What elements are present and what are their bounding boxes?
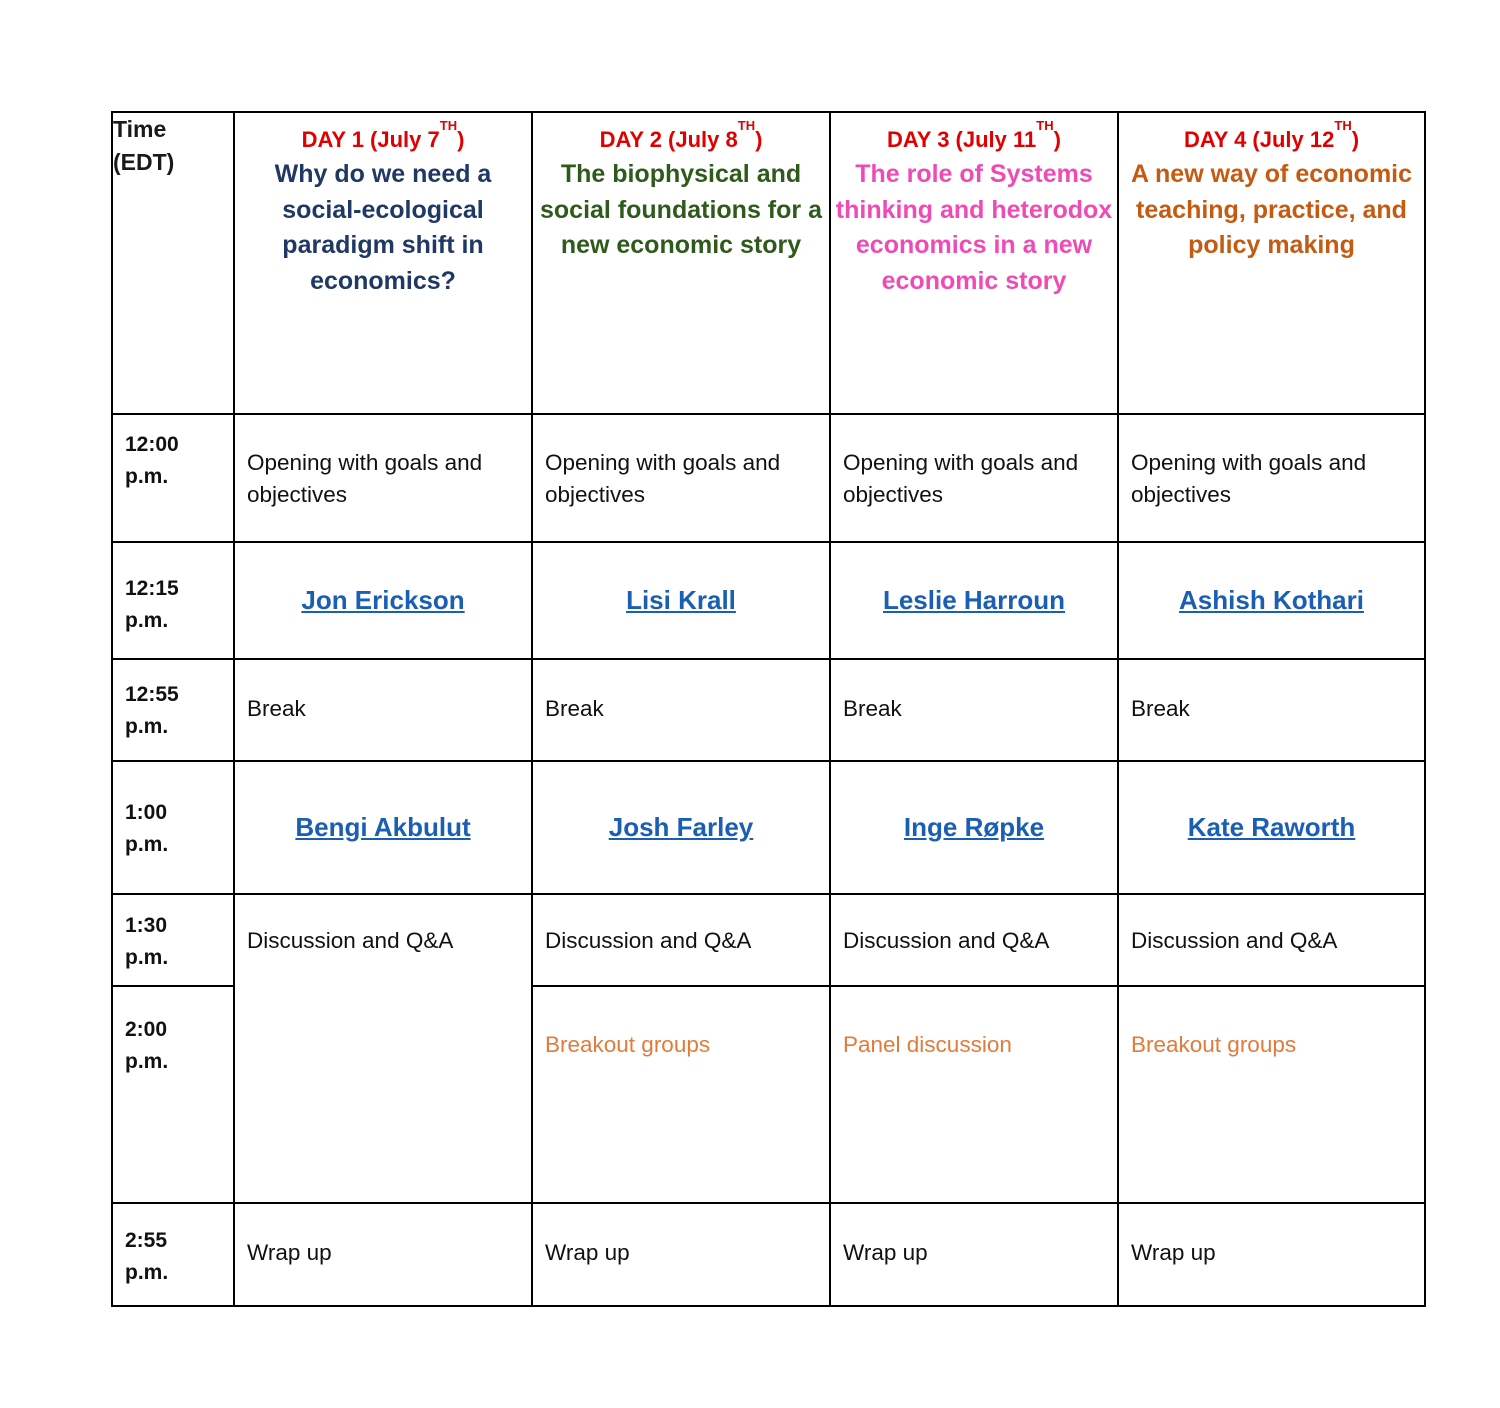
wrap-day-2: Wrap up <box>532 1203 830 1306</box>
day-1-topic: Why do we need a social-ecological paradigm shift in economics? <box>274 160 492 295</box>
time-100: 1:00 p.m. <box>112 761 234 894</box>
day-3-header <box>830 112 1118 414</box>
time-255: 2:55 p.m. <box>112 1203 234 1306</box>
row-255 <box>112 1203 1425 1306</box>
row-1200 <box>112 414 1425 542</box>
break-day-1: Break <box>234 659 532 761</box>
day-3-label: DAY 3 (July 11TH) <box>887 118 1061 152</box>
speaker-link-lisi-krall[interactable]: Lisi Krall <box>626 585 736 615</box>
day-3-topic: The role of Systems thinking and heterodox economics in a new economic story <box>835 160 1113 295</box>
speaker-link-kate-raworth[interactable]: Kate Raworth <box>1187 812 1356 842</box>
wrap-day-1: Wrap up <box>234 1203 532 1306</box>
time-1200: 12:00 p.m. <box>112 414 234 542</box>
opening-day-2: Opening with goals and objectives <box>532 414 830 542</box>
time-header-line2: (EDT) <box>113 149 175 175</box>
speaker-link-bengi-akbulut[interactable]: Bengi Akbulut <box>295 812 471 842</box>
session-200-day-2: Breakout groups <box>532 986 830 1203</box>
row-100 <box>112 761 1425 894</box>
speaker-link-ashish-kothari[interactable]: Ashish Kothari <box>1179 585 1364 615</box>
day-2-header <box>532 112 830 414</box>
speaker-link-leslie-harroun[interactable]: Leslie Harroun <box>882 585 1066 615</box>
time-1255: 12:55 p.m. <box>112 659 234 761</box>
wrap-day-3: Wrap up <box>830 1203 1118 1306</box>
row-1215 <box>112 542 1425 659</box>
time-130: 1:30 p.m. <box>112 894 234 986</box>
session-200-day-4: Breakout groups <box>1118 986 1425 1203</box>
speaker-link-josh-farley[interactable]: Josh Farley <box>608 812 754 842</box>
speaker-link-inge-ropke[interactable]: Inge Røpke <box>903 812 1045 842</box>
break-day-2: Break <box>532 659 830 761</box>
discussion-day-3: Discussion and Q&A <box>830 894 1118 986</box>
discussion-day-1: Discussion and Q&A <box>234 894 532 1203</box>
day-2-topic: The biophysical and social foundations for a new economic story <box>540 160 822 259</box>
day-4-label: DAY 4 (July 12TH) <box>1183 118 1360 152</box>
header-row <box>112 112 1425 414</box>
break-day-4: Break <box>1118 659 1425 761</box>
discussion-day-4: Discussion and Q&A <box>1118 894 1425 986</box>
discussion-day-2: Discussion and Q&A <box>532 894 830 986</box>
break-day-3: Break <box>830 659 1118 761</box>
day-2-label: DAY 2 (July 8TH) <box>599 118 763 152</box>
day-1-label: DAY 1 (July 7TH) <box>301 118 465 152</box>
time-column-header <box>112 112 234 414</box>
day-4-header <box>1118 112 1425 414</box>
time-200: 2:00 p.m. <box>112 986 234 1203</box>
session-200-day-3: Panel discussion <box>830 986 1118 1203</box>
opening-day-3: Opening with goals and objectives <box>830 414 1118 542</box>
time-1215: 12:15 p.m. <box>112 542 234 659</box>
schedule-table <box>111 111 1426 1307</box>
opening-day-1: Opening with goals and objectives <box>234 414 532 542</box>
speaker-link-jon-erickson[interactable]: Jon Erickson <box>301 585 465 615</box>
row-130 <box>112 894 1425 986</box>
time-header-line1: Time <box>113 116 167 142</box>
wrap-day-4: Wrap up <box>1118 1203 1425 1306</box>
row-1255 <box>112 659 1425 761</box>
opening-day-4: Opening with goals and objectives <box>1118 414 1425 542</box>
day-1-header <box>234 112 532 414</box>
day-4-topic: A new way of economic teaching, practice, and policy making <box>1130 160 1413 259</box>
